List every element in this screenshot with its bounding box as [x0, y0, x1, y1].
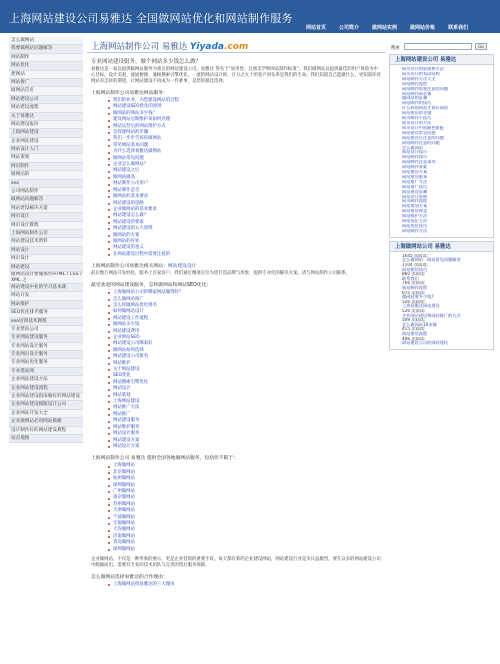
- popular-link[interactable]: 上海做网站公司的哪家网站做得好？: [113, 290, 385, 296]
- article-link[interactable]: 网站制作技巧: [402, 155, 428, 160]
- sidebar-item[interactable]: 网页设计: [9, 213, 83, 221]
- sidebar-item[interactable]: 网站推广: [9, 79, 83, 87]
- logo-tld-text: .com: [223, 42, 249, 52]
- sidebar-item[interactable]: 网站维护: [9, 301, 83, 309]
- sidebar-item[interactable]: 做网站的: [9, 171, 83, 179]
- service-link[interactable]: 网站建设之后: [113, 168, 385, 174]
- popular-link[interactable]: 网站建设工作流程: [113, 316, 385, 322]
- city-link[interactable]: 济南做网站: [113, 534, 385, 540]
- related-label-text: 上海网站制作公司易雅达相关网站：: [91, 264, 168, 270]
- sidebar-item[interactable]: 上海网站制作公司: [9, 230, 83, 238]
- nav-about[interactable]: 公司简介: [339, 25, 360, 31]
- service-link[interactable]: 网站建设的思路: [113, 201, 385, 207]
- sidebar-item[interactable]: 网站建设公司: [9, 96, 83, 104]
- sidebar-item[interactable]: 网页设计教程: [9, 222, 83, 230]
- sidebar-item[interactable]: 企业网站建设指南做好的网站建设: [9, 393, 83, 401]
- read-count: 509 次阅读:: [402, 318, 426, 323]
- article-link[interactable]: 网站优化技巧: [402, 224, 428, 228]
- city-link[interactable]: 天津做网站: [113, 508, 385, 514]
- popular-link[interactable]: 网站策划: [113, 393, 385, 399]
- articles-panel: [389, 54, 494, 238]
- search-input[interactable]: [404, 43, 472, 50]
- sidebar-item[interactable]: SEO优化排名服务: [9, 309, 83, 317]
- city-link[interactable]: 深圳做网站: [113, 547, 385, 553]
- cities-list: [113, 463, 385, 553]
- sidebar-item[interactable]: 网站建设解决方案: [9, 205, 83, 213]
- article-link[interactable]: 网页设计的布局结构: [402, 71, 440, 76]
- service-link[interactable]: 做网站的基本要求: [113, 194, 385, 200]
- popular-list: [113, 290, 385, 450]
- article-link[interactable]: 网站推广技巧: [402, 184, 428, 189]
- service-link[interactable]: 网站建设怎么做？: [113, 213, 385, 219]
- popular-article-item: [402, 327, 493, 336]
- right-sidebar: [389, 37, 494, 350]
- service-link[interactable]: 网站运营后的网站维护方式: [113, 124, 385, 130]
- service-link[interactable]: 常见网站基本问题: [113, 143, 385, 149]
- popular-link[interactable]: 网站搜索引擎优化: [113, 380, 385, 386]
- search-button[interactable]: Go: [475, 43, 487, 50]
- city-link[interactable]: 青岛做网站: [113, 540, 385, 546]
- sidebar-item[interactable]: 企业网站建设模版设计公司: [9, 401, 83, 409]
- read-count: 406 次阅读:: [402, 336, 426, 341]
- article-link[interactable]: 网站建设方案: [402, 170, 428, 175]
- article-link[interactable]: 网页设计中的颜色搭配: [402, 125, 444, 130]
- popular-link[interactable]: 网站建设公司排名: [113, 354, 385, 360]
- nav-price[interactable]: 做网站价格: [410, 25, 436, 31]
- popular-link[interactable]: 网站推广: [113, 412, 385, 418]
- sidebar-item[interactable]: 企业网站开发大全: [9, 410, 83, 418]
- yiyada-logo: [190, 42, 248, 52]
- popular-article-item: [402, 337, 493, 346]
- sidebar-item[interactable]: 设计制作好的网站建设教程: [9, 427, 83, 435]
- sidebar-item[interactable]: 网站建设报价: [9, 121, 83, 129]
- read-count: 860 次阅读:: [402, 272, 426, 277]
- read-count: 1645 次阅读:: [402, 253, 428, 258]
- popular-article-item: [402, 309, 493, 318]
- logo-main-text: Yiyada: [189, 42, 224, 52]
- popular-link[interactable]: 网站推广方法: [113, 405, 385, 411]
- popular-link[interactable]: 怎么样做网站优化排名: [113, 303, 385, 309]
- popular-article-link[interactable]: 网站制作流程: [402, 284, 428, 290]
- article-link[interactable]: 网站推广方法: [402, 179, 428, 184]
- popular-link[interactable]: 网站建设费用: [113, 329, 385, 335]
- sidebar-item[interactable]: 专业网站设计服务: [9, 343, 83, 351]
- sidebar-item[interactable]: 网站建设技术资料: [9, 238, 83, 246]
- sidebar-item[interactable]: 企业网站建设流程: [9, 385, 83, 393]
- service-link[interactable]: 做网站的好处: [113, 239, 385, 245]
- popular-article-link[interactable]: 怎么做网站10步骤: [402, 321, 437, 327]
- popular-link[interactable]: 网站维护服务: [113, 425, 385, 431]
- popular-article-link[interactable]: 网站建设技巧: [402, 266, 428, 272]
- nav-contact[interactable]: 联系我们: [448, 25, 469, 31]
- nav-home[interactable]: 网站首页: [306, 25, 327, 31]
- popular-articles-list: [402, 254, 493, 346]
- sidebar-item[interactable]: 专业建站网: [9, 368, 83, 376]
- city-link[interactable]: 无锡做网站: [113, 521, 385, 527]
- service-link[interactable]: 网站制作是否: [113, 188, 385, 194]
- article-link[interactable]: 什么样的网站才算好网站: [402, 106, 449, 111]
- reasons-list: [113, 582, 385, 588]
- article-link[interactable]: 网站建设理念: [402, 209, 428, 214]
- city-link[interactable]: 北京做网站: [113, 470, 385, 476]
- city-link[interactable]: 苏州做网站: [113, 502, 385, 508]
- popular-link[interactable]: 网站建设服务: [113, 418, 385, 424]
- sidebar-item[interactable]: 网站设计入门: [9, 146, 83, 154]
- article-link[interactable]: 网站建设的关键: [402, 111, 432, 116]
- sidebar-item[interactable]: 企业做网站必用网站模板: [9, 418, 83, 426]
- popular-link[interactable]: 企业网站SEO: [113, 335, 385, 341]
- sidebar-item[interactable]: 上海网站建设: [9, 129, 83, 137]
- article-link[interactable]: 网站制作要素: [402, 165, 428, 170]
- popular-label: 最受欢迎的网站建设服务，怎样做网站和网站SEO优化：: [91, 283, 212, 289]
- related-label: [91, 262, 381, 269]
- popular-article-link[interactable]: 企业网站建设和网站推广的方式: [402, 312, 461, 318]
- article-link[interactable]: 网页制作流程: [402, 199, 428, 204]
- sidebar-item[interactable]: 建网站: [9, 71, 83, 79]
- search-label: 搜索: [391, 46, 400, 51]
- service-link[interactable]: 企业怎么做网站？: [113, 162, 385, 168]
- left-sidebar: [9, 37, 83, 443]
- popular-article-link[interactable]: 联系我们: [402, 275, 419, 281]
- popular-link[interactable]: 如何做网站设计: [113, 309, 385, 315]
- sidebar-item[interactable]: 网页制作: [9, 163, 83, 171]
- service-link[interactable]: 做网站做高: [113, 175, 385, 181]
- city-link[interactable]: 深圳做网站: [113, 483, 385, 489]
- sidebar-item[interactable]: 做网站问题解答: [9, 196, 83, 204]
- sidebar-item[interactable]: 网站建设流程: [9, 104, 83, 112]
- article-link[interactable]: 网站制作需要注意的问题: [402, 86, 449, 91]
- popular-link[interactable]: 网站建设公司哪家好: [113, 341, 385, 347]
- popular-link[interactable]: 网站设计服务: [113, 431, 385, 437]
- popular-article-item: [402, 254, 493, 263]
- top-nav: [306, 24, 468, 31]
- sidebar-item[interactable]: 公司网站制作: [9, 188, 83, 196]
- article-link[interactable]: 网站设计原则: [402, 194, 428, 199]
- experience-paragraph: 前后数万网站开发经验，服务上百家客户，我们通过精准定位为您打造品牌与形象，提供专业化的解决方案。请与网站制作公司联系。: [91, 271, 351, 277]
- popular-article-item: [402, 291, 493, 300]
- popular-article-link[interactable]: 网站建设公司的网站建设: [402, 340, 449, 346]
- article-link[interactable]: 网页制作小技巧: [402, 116, 432, 121]
- service-link[interactable]: 网站建设的五大原则: [113, 226, 385, 232]
- main-content: [87, 37, 385, 664]
- article-link[interactable]: 网站制作注意事项: [402, 160, 436, 165]
- article-link[interactable]: 网站建设步骤: [402, 189, 428, 194]
- popular-article-item: [402, 263, 493, 272]
- popular-link[interactable]: SEO优化: [113, 373, 385, 379]
- regions-label: 上海网站制作公司 易雅达 提供全国各地做网站服务，包括但不限于：: [91, 456, 238, 462]
- sidebar-item[interactable]: 网站优化: [9, 62, 83, 70]
- popular-link[interactable]: 怎么做网站推广: [113, 297, 385, 303]
- site-title[interactable]: 上海网站建设公司易雅达 全国做网站优化和网站制作服务: [9, 12, 293, 25]
- service-link[interactable]: 网站建设的要素: [113, 220, 385, 226]
- sidebar-item[interactable]: seo培训技术教程: [9, 318, 83, 326]
- read-count: 415 次阅读:: [402, 327, 426, 332]
- popular-link[interactable]: 做网站如何选择: [113, 348, 385, 354]
- intro-paragraph: 易雅达是一家以提供做网站服务为重点的网站建设公司。易雅达 得名于“易用性、注重美学和网站制作标准”。我们做网站以提供最佳的用户体验为中心目标，设计美观、流通便捷、兼顾搜索引擎优化。一流的网站设计师、百分之九十的客户回头率是我们的生命。我们知道自己能做什么，更知道你对网站有怎样的期望，让网站建设不再成为一件难事，是您的最佳选择。: [91, 67, 381, 84]
- popular-link[interactable]: 关于网站建设: [113, 367, 385, 373]
- read-count: 526 次阅读:: [402, 299, 426, 304]
- service-link[interactable]: 为什么选择易雅达做网站: [113, 149, 385, 155]
- sidebar-item[interactable]: 专业网站建设服务: [9, 334, 83, 342]
- article-link[interactable]: 做网站的步骤: [402, 96, 428, 101]
- popular-link[interactable]: 做网站多少钱: [113, 322, 385, 328]
- popular-article-link[interactable]: 上海易雅达网站建设: [402, 303, 440, 309]
- articles-list: [402, 67, 493, 234]
- sidebar-item[interactable]: 怎么做网站: [9, 37, 83, 45]
- read-count: 526 次阅读:: [402, 308, 426, 313]
- services-label: 上海网站制作公司易雅达网站服务：: [91, 91, 168, 96]
- sidebar-item[interactable]: 网站制作: [9, 54, 83, 62]
- page-heading-row: [87, 37, 385, 53]
- sidebar-item[interactable]: 网站建设中业的学习基本课: [9, 284, 83, 292]
- article-link[interactable]: 网站建设服务: [402, 174, 428, 179]
- sidebar-item[interactable]: 关于易雅达: [9, 113, 83, 121]
- sidebar-item[interactable]: 网站建设: [9, 264, 83, 272]
- sidebar-item[interactable]: seo: [9, 180, 83, 188]
- articles-panel-title: 上海网站建设公司 易雅达: [390, 55, 493, 65]
- read-count: 675 次阅读:: [402, 290, 426, 295]
- sidebar-item[interactable]: 网页设计: [9, 255, 83, 263]
- service-link[interactable]: 我们一步步告诉你做网站: [113, 136, 385, 142]
- popular-panel-title: 上海做网站公司 易雅达: [390, 242, 493, 252]
- service-link[interactable]: 做网站常见问题: [113, 156, 385, 162]
- city-link[interactable]: 南京做网站: [113, 495, 385, 501]
- article-link[interactable]: 网站制作方法大全: [402, 76, 436, 81]
- enterprise-paragraph: 企业做网站，不仅是一种形象的展示，更是企业营销的重要手段。每天都有新的企业建设网站，网站建设行业竞争日益激烈，要在众多的网站建设公司中脱颖而出，需要有专业的技术团队与完善的售后服务保障。: [91, 557, 381, 568]
- service-link[interactable]: 企业做网站的基本要求: [113, 207, 385, 213]
- sidebar-item[interactable]: 企业网站建设: [9, 138, 83, 146]
- sidebar-item[interactable]: 网站策划: [9, 154, 83, 162]
- article-link[interactable]: 网站优化方法: [402, 219, 428, 224]
- article-link[interactable]: 网站维护方法: [402, 214, 428, 219]
- sidebar-item[interactable]: 网站设计: [9, 247, 83, 255]
- popular-link[interactable]: 上海网站建设: [113, 399, 385, 405]
- article-link[interactable]: 网站建设常见问题: [402, 130, 436, 135]
- article-link[interactable]: 网站建设应注意的问题: [402, 135, 444, 140]
- page-title: [91, 40, 248, 52]
- service-link[interactable]: 在网站建设过程中需要注意的: [113, 252, 385, 258]
- service-link[interactable]: 做网站的方案: [113, 233, 385, 239]
- popular-article-link[interactable]: 做网站要多少钱?: [402, 294, 434, 300]
- page-subtitle: 专业网站建设服务，做个网站多少钱怎么做？: [91, 59, 202, 65]
- sidebar-item[interactable]: 专业网站优化服务: [9, 359, 83, 367]
- popular-articles-panel: [389, 241, 494, 350]
- nav-cases[interactable]: 做网站实例: [372, 25, 398, 31]
- sidebar-item[interactable]: 企业网站建设方法: [9, 376, 83, 384]
- popular-article-link[interactable]: 怎么做网站：网站常见问题解答: [402, 257, 461, 263]
- sidebar-item[interactable]: 做网站首页: [9, 87, 83, 95]
- service-link[interactable]: 网站建设的意义: [113, 245, 385, 251]
- read-count: 766 次阅读:: [402, 281, 426, 286]
- city-link[interactable]: 广州做网站: [113, 489, 385, 495]
- service-link[interactable]: 建设网站后期维护该如何处理: [113, 117, 385, 123]
- service-link[interactable]: 怎样建网站的步骤: [113, 130, 385, 136]
- popular-article-item: [402, 300, 493, 309]
- popular-article-link[interactable]: 网站建设流程: [402, 330, 428, 336]
- service-link[interactable]: 我们的业务，为您建设网站的过程: [113, 98, 385, 104]
- sidebar-item[interactable]: 网站开发: [9, 292, 83, 300]
- popular-article-item: [402, 318, 493, 327]
- article-link[interactable]: 网站策划方案: [402, 204, 428, 209]
- services-list: [113, 98, 385, 258]
- related-link[interactable]: 网站建设设计: [167, 264, 197, 270]
- popular-link[interactable]: 网站设计: [113, 386, 385, 392]
- article-link[interactable]: 网页设计的方法: [402, 120, 432, 125]
- reasons-label: 怎么做网站选择易雅达的合作理由：: [91, 575, 168, 580]
- service-link[interactable]: 做网站的网站多少钱？: [113, 111, 385, 117]
- sidebar-item[interactable]: 站点地图: [9, 435, 83, 443]
- page-title-text: 上海网站制作公司 易雅达: [91, 42, 188, 52]
- sidebar-item[interactable]: 专业建站公司: [9, 326, 83, 334]
- popular-link[interactable]: 网站建设方案: [113, 438, 385, 444]
- city-link[interactable]: 宁波做网站: [113, 515, 385, 521]
- read-count: 1104 次阅读:: [402, 263, 428, 267]
- article-link[interactable]: 网站制作流程: [402, 81, 428, 86]
- city-link[interactable]: 大连做网站: [113, 527, 385, 533]
- site-header: [0, 0, 500, 33]
- sidebar-item[interactable]: 专业网页设计服务: [9, 351, 83, 359]
- popular-article-item: [402, 281, 493, 290]
- city-link[interactable]: 杭州做网站: [113, 476, 385, 482]
- service-link[interactable]: 网站制作公司用户: [113, 181, 385, 187]
- city-link[interactable]: 上海做网站: [113, 463, 385, 469]
- service-link[interactable]: 网站建设SEO优化的原则: [113, 104, 385, 110]
- sidebar-item[interactable]: 我要做网站问题解答: [9, 45, 83, 53]
- popular-article-item: [402, 272, 493, 281]
- sidebar-item[interactable]: 做网站设计要懂那些HTML / CSS / XML 之: [11, 272, 82, 283]
- popular-link[interactable]: 网站设计方案: [113, 444, 385, 450]
- article-link[interactable]: 网页设计的原则和方法: [402, 67, 444, 71]
- reason-link[interactable]: 上海做网站找易雅达的三大理由: [113, 582, 385, 588]
- article-link[interactable]: 网站制作方法: [402, 228, 428, 233]
- popular-link[interactable]: 网站维护: [113, 361, 385, 367]
- article-link[interactable]: 网站制作前必备: [402, 91, 432, 96]
- article-link[interactable]: 网站设计技巧: [402, 150, 428, 155]
- article-link[interactable]: 网站制作的技巧: [402, 101, 432, 106]
- article-link[interactable]: 怎么做网站: [402, 145, 423, 150]
- search-box: [389, 37, 494, 51]
- article-link[interactable]: 网站制作注意的问题: [402, 140, 440, 145]
